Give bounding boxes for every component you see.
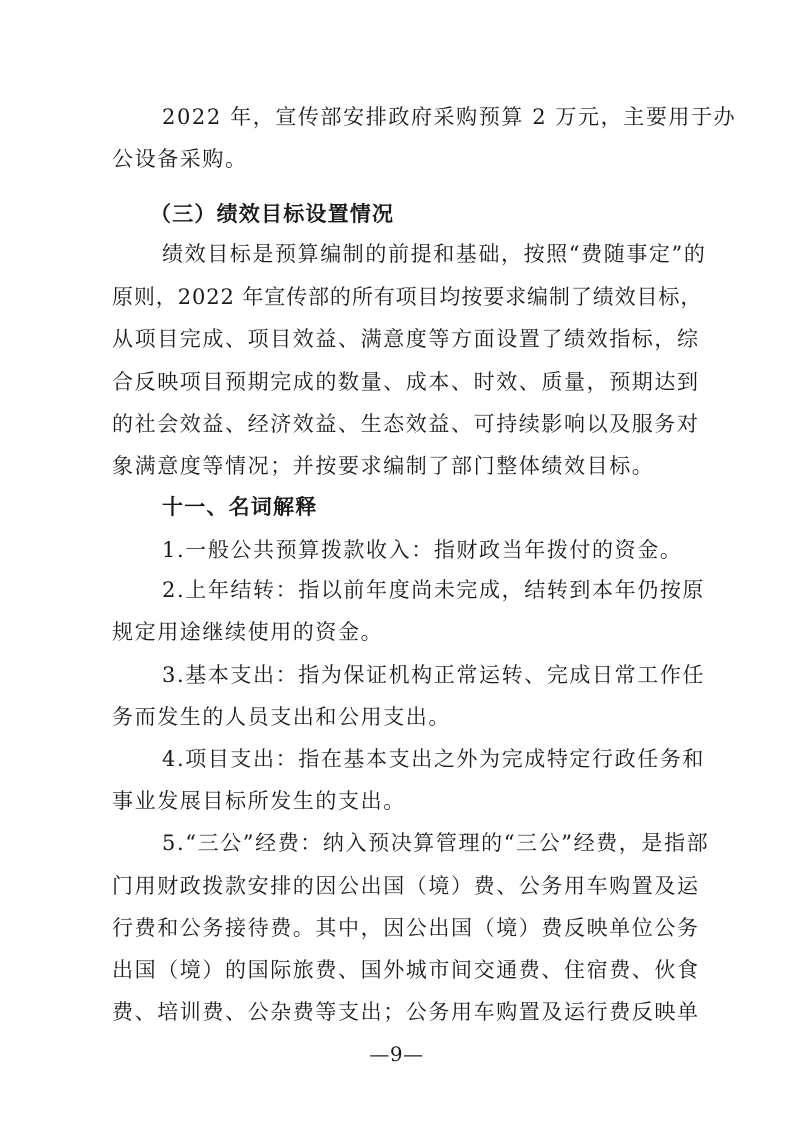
- paragraph-line: 2022 年，宣传部安排政府采购预算 2 万元，主要用于办: [162, 105, 737, 129]
- paragraph-line: 4.项目支出：指在基本支出之外为完成特定行政任务和: [162, 747, 706, 771]
- paragraph-line: 公设备采购。: [112, 147, 248, 171]
- paragraph-line: 的社会效益、经济效益、生态效益、可持续影响以及服务对: [112, 412, 700, 436]
- paragraph-line: 事业发展目标所发生的支出。: [112, 789, 406, 813]
- paragraph-line: 合反映项目预期完成的数量、成本、时效、质量，预期达到: [112, 370, 700, 394]
- section-heading: 十一、名词解释: [162, 495, 318, 519]
- paragraph-line: 象满意度等情况；并按要求编制了部门整体绩效目标。: [112, 454, 655, 478]
- paragraph-line: 原则，2022 年宣传部的所有项目均按要求编制了绩效目标，: [112, 285, 703, 309]
- paragraph-line: 2.上年结转：指以前年度尚未完成，结转到本年仍按原: [162, 578, 706, 602]
- paragraph-line: 费、培训费、公杂费等支出；公务用车购置及运行费反映单: [112, 1000, 700, 1024]
- section-heading: （三）绩效目标设置情况: [150, 202, 395, 226]
- paragraph-line: 3.基本支出：指为保证机构正常运转、完成日常工作任: [162, 663, 706, 687]
- paragraph-line: 1.一般公共预算拨款收入：指财政当年拨付的资金。: [162, 538, 683, 562]
- paragraph-line: 门用财政拨款安排的因公出国（境）费、公务用车购置及运: [112, 874, 700, 898]
- paragraph-line: 出国（境）的国际旅费、国外城市间交通费、住宿费、伙食: [112, 958, 700, 982]
- paragraph-line: 从项目完成、项目效益、满意度等方面设置了绩效指标，综: [112, 327, 700, 351]
- paragraph-line: 行费和公务接待费。其中，因公出国（境）费反映单位公务: [112, 916, 700, 940]
- paragraph-line: 规定用途继续使用的资金。: [112, 620, 384, 644]
- page-number: —9—: [369, 1042, 424, 1066]
- paragraph-line: 务而发生的人员支出和公用支出。: [112, 705, 451, 729]
- paragraph-line: 5.“三公”经费：纳入预决算管理的“三公”经费，是指部: [162, 831, 710, 855]
- paragraph-line: 绩效目标是预算编制的前提和基础，按照“费随事定”的: [162, 242, 707, 266]
